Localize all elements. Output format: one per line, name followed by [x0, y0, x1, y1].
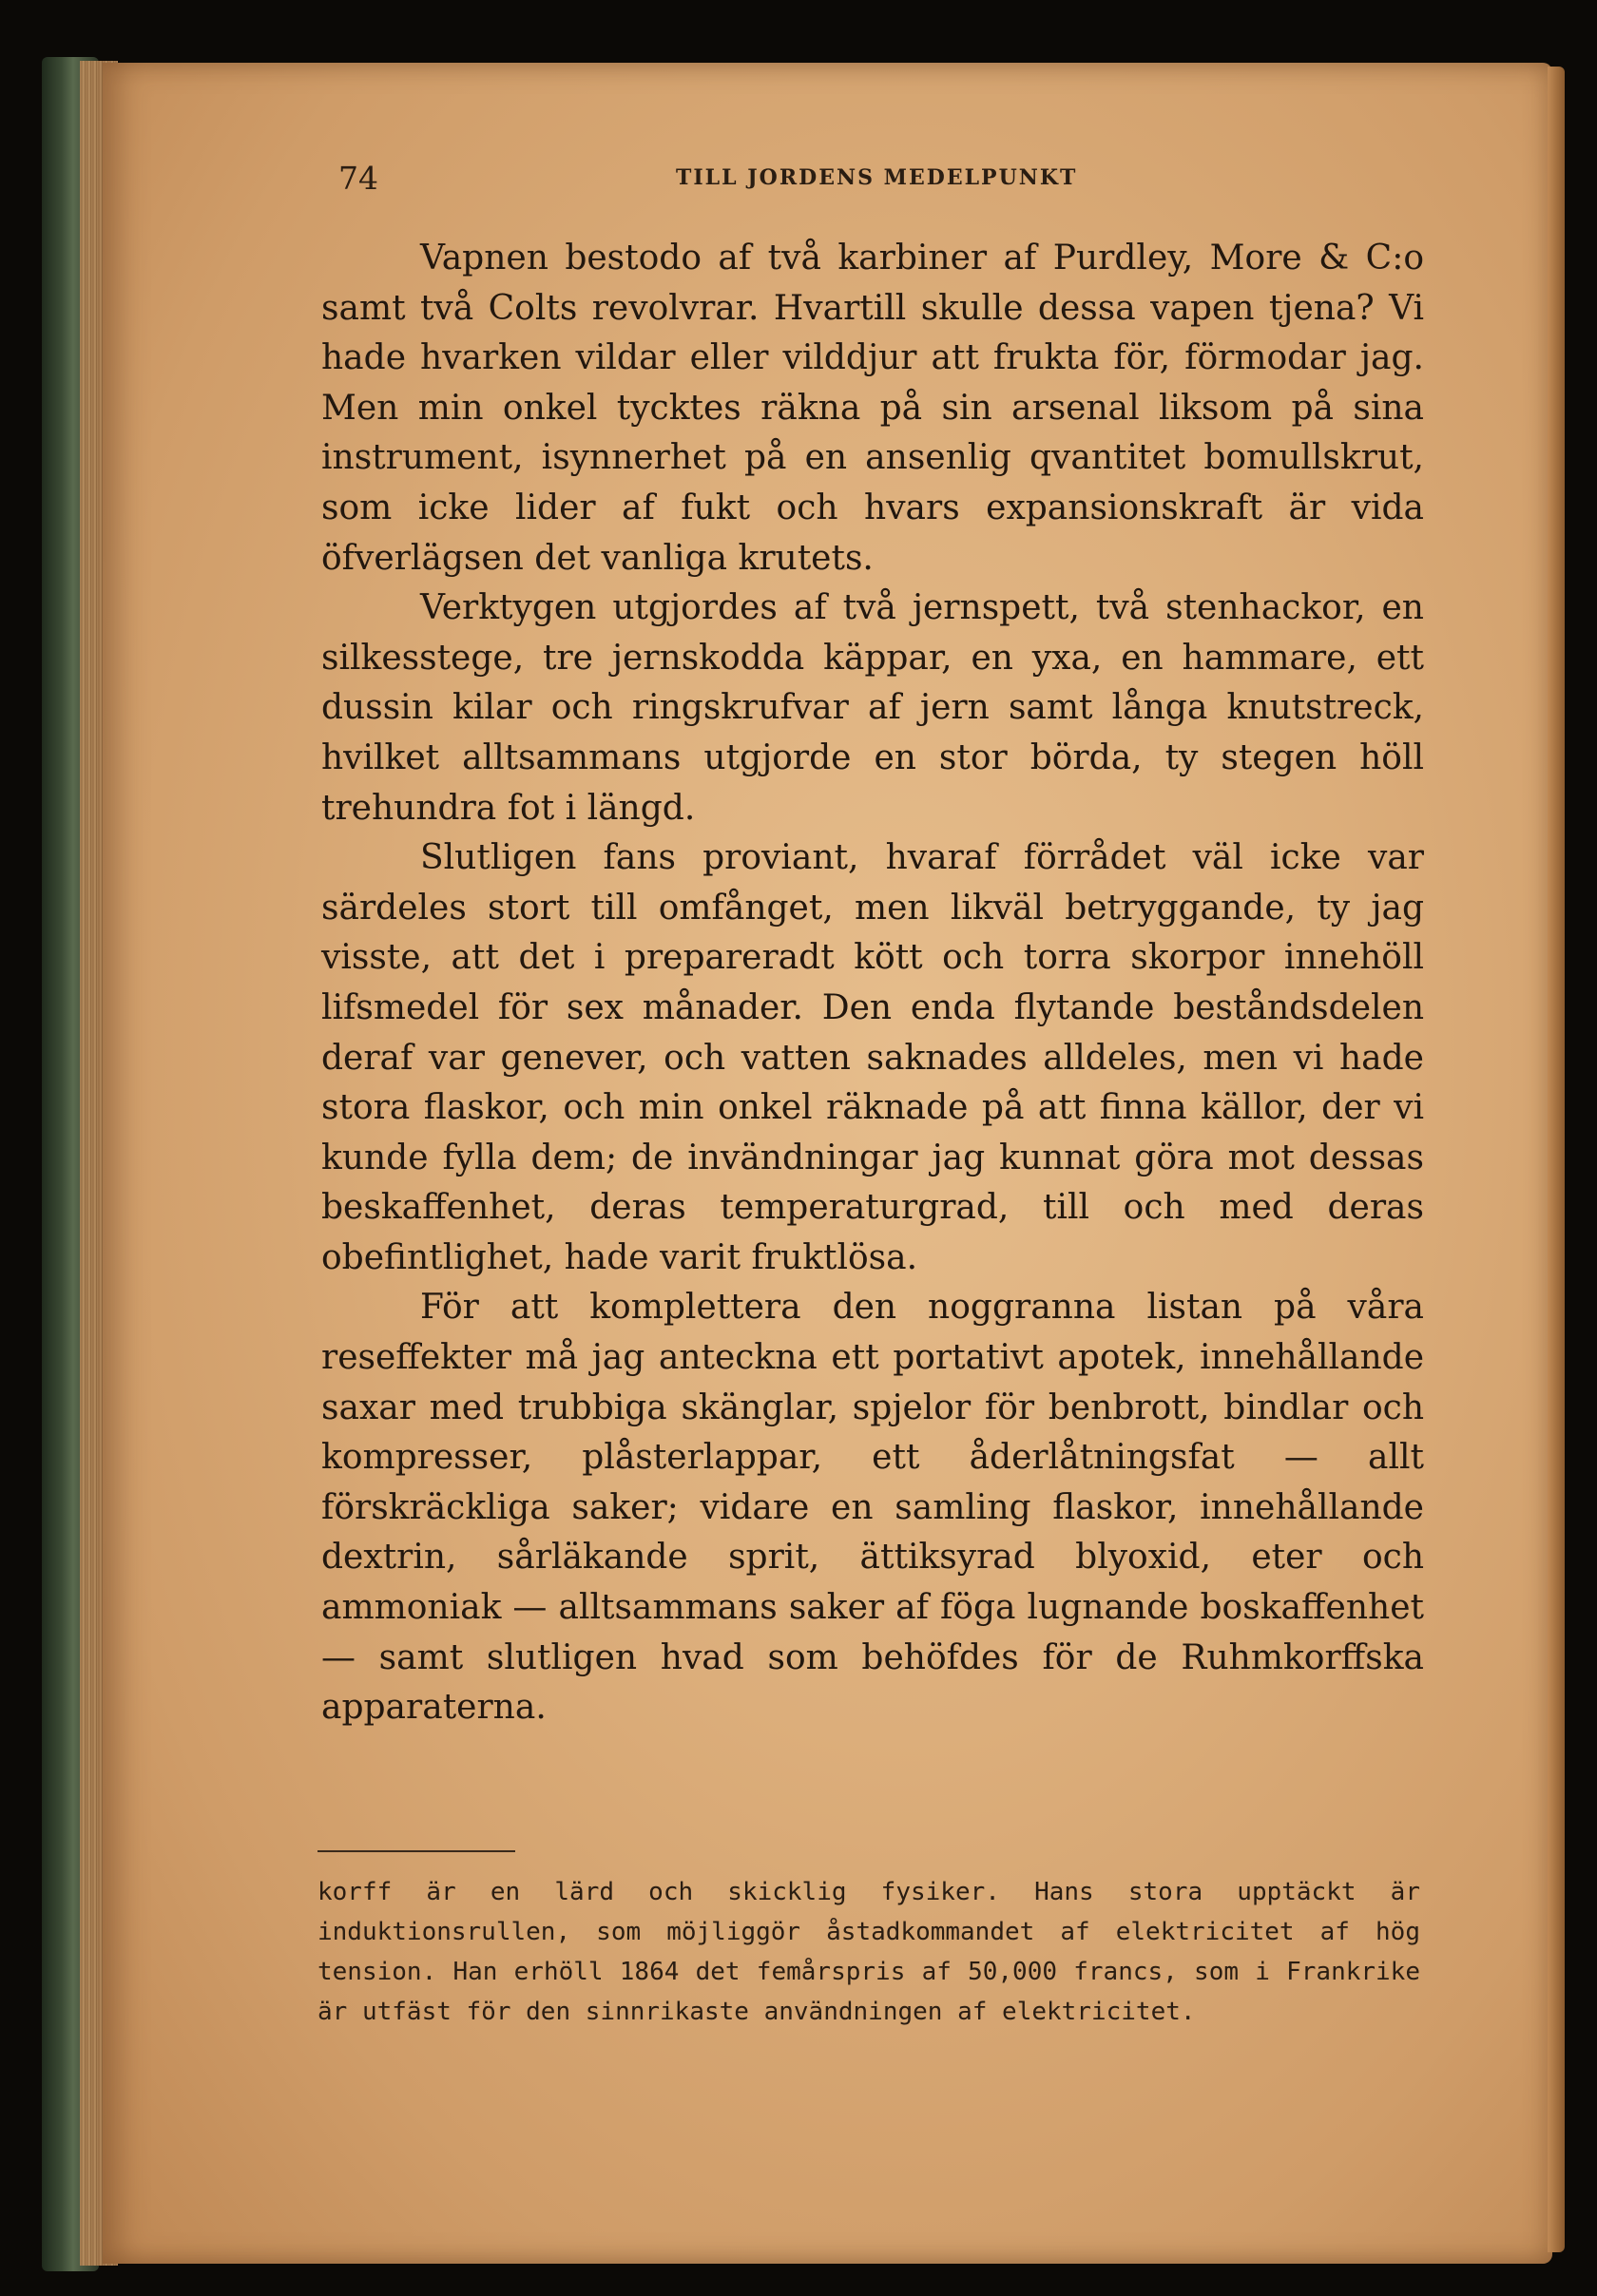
running-head: [338, 160, 1422, 198]
running-head-title: TILL JORDENS MEDELPUNKT: [676, 165, 1078, 190]
paragraph-tools: Verktygen utgjordes af två jernspett, två stenhackor, en silkesstege, tre jernskodda käppar, en yxa, en hammare, ett dussin kilar och ringskrufvar af jern samt långa knutstreck, hvilket alltsammans utgjorde en stor börda, ty stegen höll trehundra fot i längd.: [321, 588, 1424, 828]
page-right-edge: [1548, 67, 1565, 2252]
page-number: 74: [338, 160, 378, 197]
footnote-rule: [317, 1850, 515, 1852]
footnote-text: korff är en lärd och skicklig fysiker. Hans stora upptäckt är induktionsrullen, som möjliggör åstadkommandet af elektricitet af hög tension. Han erhöll 1864 det femårspris af 50,000 francs, som i Frankrike är utfäst för den sinnrikaste användningen af elektricitet.: [317, 1878, 1420, 2026]
paragraph-provisions: Slutligen fans proviant, hvaraf förrådet väl icke var särdeles stort till omfånget, men likväl betryggande, ty jag visste, att det i prepareradt kött och torra skorpor innehöll lifsmedel för sex månader. Den enda flytande beståndsdelen deraf var genever, och vatten saknades alldeles, men vi hade stora flaskor, och min onkel räknade på att finna källor, der vi kunde fylla dem; de invändningar jag kunnat göra mot dessas beskaffenhet, deras temperaturgrad, till och med deras obefintlighet, hade varit fruktlösa.: [321, 838, 1424, 1277]
paragraph-pharmacy: För att komplettera den noggranna listan på våra reseffekter må jag anteckna ett portativt apotek, innehållande saxar med trubbiga skänglar, spjelor för benbrott, bindlar och kompresser, plåsterlappar, ett åderlåtningsfat — allt förskräckliga saker; vidare en samling flaskor, innehållande dextrin, sårläkande sprit, ättiksyrad blyoxid, eter och ammoniak — alltsammans saker af föga lugnande boskaffenhet — samt slutligen hvad som behöfdes för de Ruhmkorffska apparaterna.: [321, 1288, 1424, 1728]
body-text: [321, 234, 1424, 1733]
paragraph-weapons: Vapnen bestodo af två karbiner af Purdley, More & C:o samt två Colts revolvrar. Hvartill skulle dessa vapen tjena? Vi hade hvarken vildar eller vilddjur att frukta för, förmodar jag. Men min onkel tycktes räkna på sin arsenal liksom på sina instrument, isynnerhet på en ansenlig qvantitet bomullskrut, som icke lider af fukt och hvars expansionskraft är vida öfverlägsen det vanliga krutets.: [321, 239, 1424, 578]
footnote: [317, 1872, 1420, 2032]
